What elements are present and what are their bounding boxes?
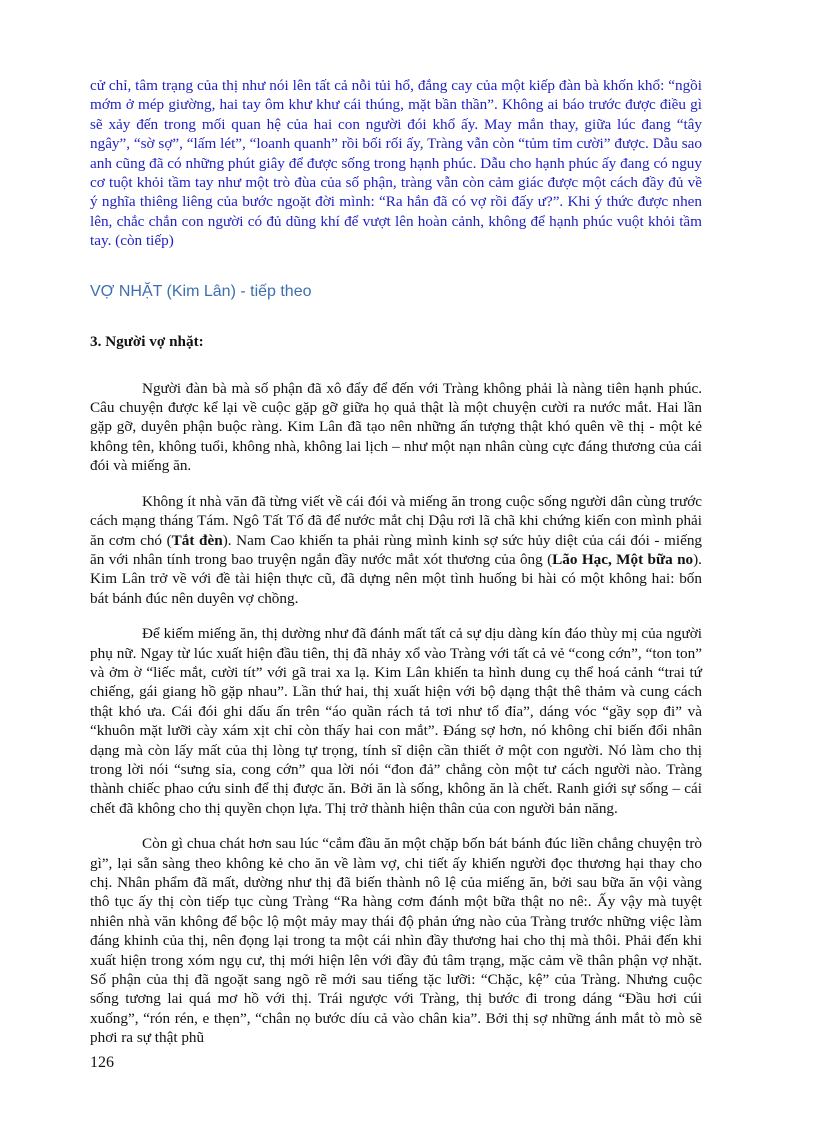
section-heading: VỢ NHẶT (Kim Lân) - tiếp theo xyxy=(90,282,312,300)
p2-text-e: ). Kim Lân trở về với đề tài hiện thực cũ, đã dựng nên một tình huống bi hài có một không hai: bốn bát bánh đúc nên duyên vợ chồng. xyxy=(90,550,702,607)
p2-text-c: ). Nam Cao khiến ta phải rùng mình kinh sợ sức hủy diệt của cái đói - miếng ăn với nhân tính trong bao truyện ngắn đầy nước mắt xót thương của ông ( xyxy=(90,531,703,568)
body-paragraph-1: Người đàn bà mà số phận đã xô đẩy để đến với Tràng không phải là nàng tiên hạnh phúc. Câu chuyện được kể lại về cuộc gặp gỡ giữa họ quả thật là một chuyện cười ra nước mắt. Hai lần gặp gỡ, duyên phận buộc ràng. Kim Lân đã tạo nên những ấn tượng thật khó quên về thị - một kẻ không tên, không tuổi, không nhà, không lai lịch – như một nạn nhân cùng cực đáng thương của cái đói và miếng ăn. xyxy=(90,379,702,475)
p2-title-lao-hac: Lão Hạc, Một bữa no xyxy=(552,550,694,568)
body-paragraph-3: Để kiếm miếng ăn, thị dường như đã đánh mất tất cả sự dịu dàng kín đáo thùy mị của người phụ nữ. Ngay từ lúc xuất hiện đầu tiên, thị đã nhảy xổ vào Tràng với tất cả vẻ “cong cớn”, “ton ton” và ởm ờ “liếc mắt, cười tít” với gã trai xa lạ. Kim Lân khiến ta hình dung cụ thể hoá cảnh “trai tứ chiếng, gái giang hồ gặp nhau”. Lần thứ hai, thị xuất hiện với bộ dạng thật thê thảm và cung cách thật khó ưa. Cái đói ghi dấu ấn trên “áo quần rách tả tơi như tổ đỉa”, dáng vóc “gầy sọp đi” và “khuôn mặt lưỡi cày xám xịt chỉ còn thấy hai con mắt”. Đáng sợ hơn, nó không chỉ biến đổi nhân dạng mà còn lấy mất của thị lòng tự trọng, tính sĩ diện cần thiết ở một con người. Nó làm cho thị trong lời nói “sưng sỉa, cong cớn” qua lời nói “đon đả” chẳng còn một tư cách người nào. Tràng thành chiếc phao cứu sinh để thị được ăn. Bởi ăn là sống, không ăn là chết. Ranh giới sự sống – cái chết đã không cho thị quyền chọn lựa. Thị trở thành hiện thân của con người bản năng. xyxy=(90,625,702,817)
page-content xyxy=(90,76,702,1048)
subsection-heading: 3. Người vợ nhặt: xyxy=(90,332,204,350)
intro-paragraph: cử chỉ, tâm trạng của thị như nói lên tất cả nỗi tủi hổ, đắng cay của một kiếp đàn bà khốn khổ: “ngồi mớm ở mép giường, hai tay ôm khư khư cái thúng, mặt bần thần”. Không ai báo trước được điều gì sẽ xảy đến trong mối quan hệ của hai con người đói khổ ấy. May mắn thay, giữa lúc đang “tây ngây”, “sờ sợ”, “lấm lét”, “loanh quanh” rồi bối rối ấy, Tràng vẫn còn “tủm tỉm cười” được. Dẫu sao anh cũng đã có những phút giây để được sống trong hạnh phúc. Dẫu cho hạnh phúc ấy đang có nguy cơ tuột khỏi tầm tay như một trò đùa của số phận, tràng vẫn còn cảm giác được một cách đầy đủ về ý nghĩa thiêng liêng của bước ngoặt đời mình: “Ra hắn đã có vợ rồi đấy ư?”. Khi ý thức được nhen lên, chắc chắn con người có đủ dũng khí để vượt lên hoàn cảnh, không để hạnh phúc vuột khỏi tầm tay. (còn tiếp) xyxy=(90,77,702,250)
page-number: 126 xyxy=(90,1054,114,1071)
body-paragraph-2 xyxy=(90,492,702,608)
body-paragraph-4: Còn gì chua chát hơn sau lúc “cắm đầu ăn một chặp bốn bát bánh đúc liền chẳng chuyện trò gì”, lại sẵn sàng theo không kẻ cho ăn về làm vợ, chi tiết ấy khiến người đọc thương hại thay cho chị. Nhân phẩm đã mất, dường như thị đã biến thành nô lệ của miếng ăn, bởi sau bữa ăn vội vàng thô tục ấy thị còn tiếp tục cùng Tràng “Ra hàng cơm đánh một bữa thật no nê:. Ấy vậy mà tuyệt nhiên nhà văn không để bộc lộ một mảy may thái độ phản ứng nào của Tràng trước những việc làm đáng khinh của thị, nên đọng lại trong ta một cái nhìn đầy thương hai cho thị mà thôi. Phải đến khi xuất hiện trong xóm ngụ cư, thị mới hiện lên với đầy đủ tâm trạng, mặc cảm về thân phận vợ nhặt. Số phận của thị đã ngoặt sang ngõ rẽ mới sau tiếng tặc lưỡi: “Chặc, kệ” của Tràng. Nhưng cuộc sống tương lai quá mơ hồ với thị. Trái ngược với Tràng, thị bước đi trong dáng “Đầu hơi cúi xuống”, “rón rén, e thẹn”, “chân nọ bước díu cả vào chân kia”. Bởi thị sợ những ánh mắt tò mò sẽ phơi ra sự thật phũ xyxy=(90,835,702,1047)
p2-title-tat-den: Tắt đèn xyxy=(171,531,223,549)
p2-text-a: Không ít nhà văn đã từng viết về cái đói và miếng ăn trong cuộc sống người dân cùng trước cách mạng tháng Tám. Ngô Tất Tố đã để nước mắt chị Dậu rơi lã chã khi chứng kiến con mình phải ăn cơm chó ( xyxy=(90,492,702,549)
